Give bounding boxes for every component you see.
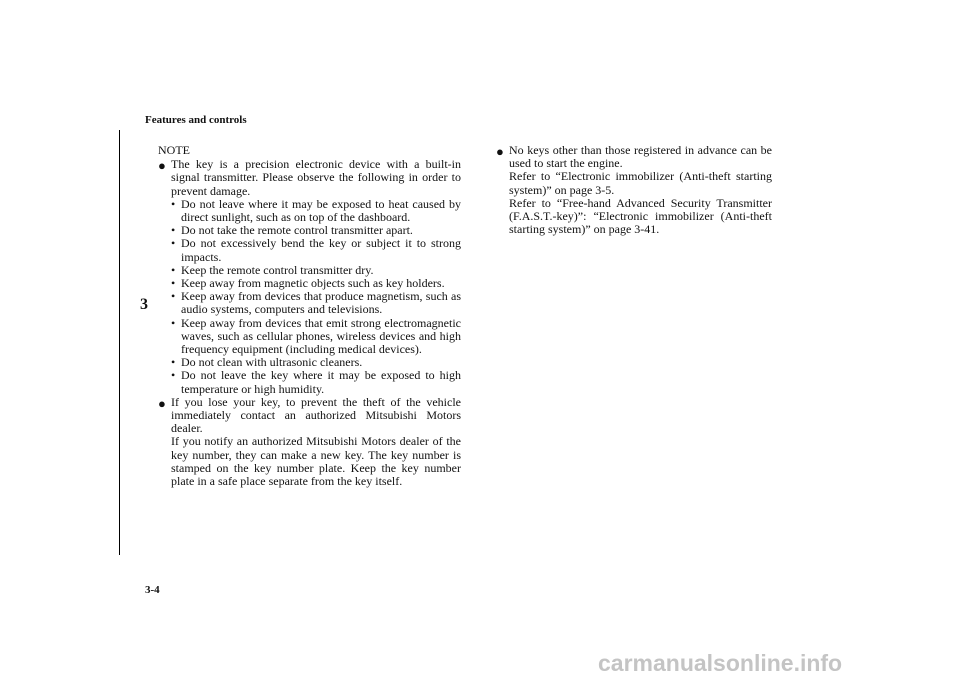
bullet-icon: ● [158,158,166,174]
lost-key-paragraph: If you lose your key, to prevent the theft of the vehicle immediately contact an authorized Mitsubishi Motors dealer. [171,394,461,436]
page-number: 3-4 [145,584,160,596]
note-label: NOTE [158,143,190,157]
reference-immobilizer: Refer to “Electronic immobilizer (Anti-theft starting system)” on page 3-5. [509,169,772,197]
list-item: • Do not take the remote control transmitter apart. [171,223,413,238]
list-item: • Do not excessively bend the key or subject it to strong impacts. [171,236,461,264]
list-item: • Keep the remote control transmitter dry. [171,262,374,277]
registered-keys-paragraph: No keys other than those registered in advance can be used to start the engine. [509,143,772,171]
note-bullet-lost-key [158,396,461,488]
precautions-list [171,198,461,396]
bullet-icon: ● [496,144,504,159]
note-bullet-key-care [158,158,461,396]
watermark: carmanualsonline.info [598,650,843,676]
list-item: • Do not leave where it may be exposed to heat caused by direct sunlight, such as on top of the dashboard. [171,196,461,225]
list-item: • Keep away from devices that produce magnetism, such as audio systems, computers and televisions. [171,289,461,317]
margin-rule [119,130,120,555]
chapter-tab-number: 3 [140,296,148,313]
list-item: • Keep away from devices that emit strong electromagnetic waves, such as cellular phones, wireless devices and high frequency equipment (including medical devices). [171,315,461,357]
note-bullet-registered-keys [496,144,772,236]
bullet-intro: The key is a precision electronic device with a built-in signal transmitter. Please observe the following in order to prevent damage. [171,157,461,198]
right-column [496,144,772,236]
left-column [158,144,461,488]
section-header: Features and controls [145,114,247,126]
bullet-icon: ● [158,395,166,411]
list-item: • Do not leave the key where it may be exposed to high temperature or high humidity. [171,368,461,396]
key-number-paragraph: If you notify an authorized Mitsubishi Motors dealer of the key number, they can make a new key. The key number is stamped on the key number plate. Keep the key number plate in a safe place separate from the key itself. [171,434,461,489]
list-item: • Keep away from magnetic objects such as key holders. [171,276,445,291]
list-item: • Do not clean with ultrasonic cleaners. [171,355,363,370]
reference-fast-key: Refer to “Free-hand Advanced Security Transmitter (F.A.S.T.-key)”: “Electronic immobilizer (Anti-theft starting system)” on page 3-41. [509,195,772,237]
